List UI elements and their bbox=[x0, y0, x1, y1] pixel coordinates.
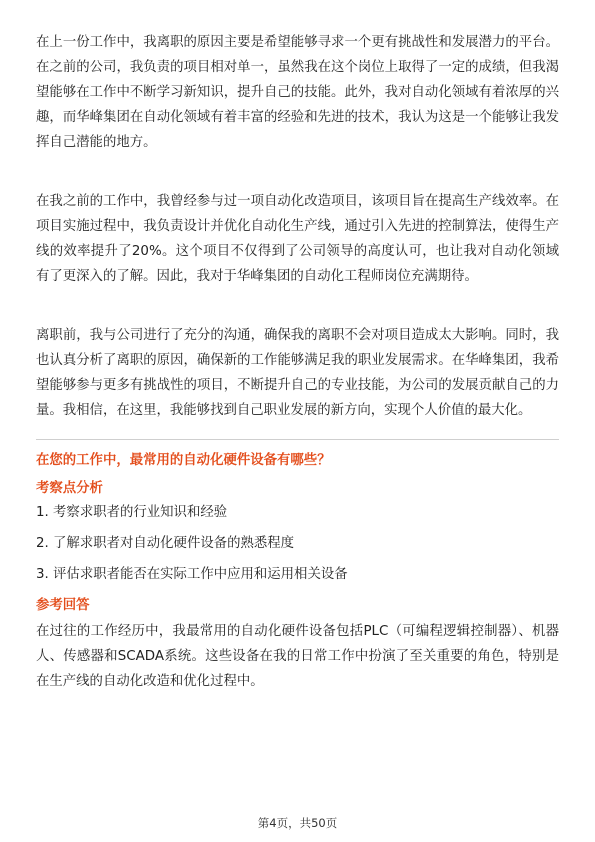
interview-question: 在您的工作中，最常用的自动化硬件设备有哪些？ bbox=[36, 453, 331, 468]
paragraph-3: 离职前，我与公司进行了充分的沟通，确保我的离职不会对项目造成太大影响。同时，我也认真分析了离职的原因，确保新的工作能够满足我的职业发展需求。在华峰集团，我希望能够参与更多有挑战性的项目，不断提升自己的专业技能，为公司的发展贡献自己的力量。我相信，在这里，我能够找到自己职业发展的新方向，实现个人价值的最大化。 bbox=[36, 328, 559, 418]
analysis-point: 3. 评估求职者能否在实际工作中应用和运用相关设备 bbox=[36, 567, 348, 582]
section-divider bbox=[36, 439, 559, 440]
analysis-point: 2. 了解求职者对自动化硬件设备的熟悉程度 bbox=[36, 536, 295, 551]
analysis-heading: 考察点分析 bbox=[36, 481, 103, 496]
paragraph-gap bbox=[36, 289, 559, 323]
page-number: 第4页，共50页 bbox=[257, 816, 338, 830]
reference-heading: 参考回答 bbox=[36, 598, 90, 613]
paragraph-gap bbox=[36, 155, 559, 189]
reference-answer: 在过往的工作经历中，我最常用的自动化硬件设备包括PLC（可编程逻辑控制器）、机器人、传感器和SCADA系统。这些设备在我的日常工作中扮演了至关重要的角色，特别是在生产线的自动化改造和优化过程中。 bbox=[36, 624, 559, 689]
paragraph-2: 在我之前的工作中，我曾经参与过一项自动化改造项目，该项目旨在提高生产线效率。在项目实施过程中，我负责设计并优化自动化生产线，通过引入先进的控制算法，使得生产线的效率提升了20%。这个项目不仅得到了公司领导的高度认可，也让我对自动化领域有了更深入的了解。因此，我对于华峰集团的自动化工程师岗位充满期待。 bbox=[36, 194, 559, 284]
analysis-point: 1. 考察求职者的行业知识和经验 bbox=[36, 505, 228, 520]
document-page bbox=[36, 30, 559, 694]
paragraph-1: 在上一份工作中，我离职的原因主要是希望能够寻求一个更有挑战性和发展潜力的平台。在之前的公司，我负责的项目相对单一，虽然我在这个岗位上取得了一定的成绩，但我渴望能够在工作中不断学习新知识，提升自己的技能。此外，我对自动化领域有着浓厚的兴趣，而华峰集团在自动化领域有着丰富的经验和先进的技术，我认为这是一个能够让我发挥自己潜能的地方。 bbox=[36, 35, 559, 150]
